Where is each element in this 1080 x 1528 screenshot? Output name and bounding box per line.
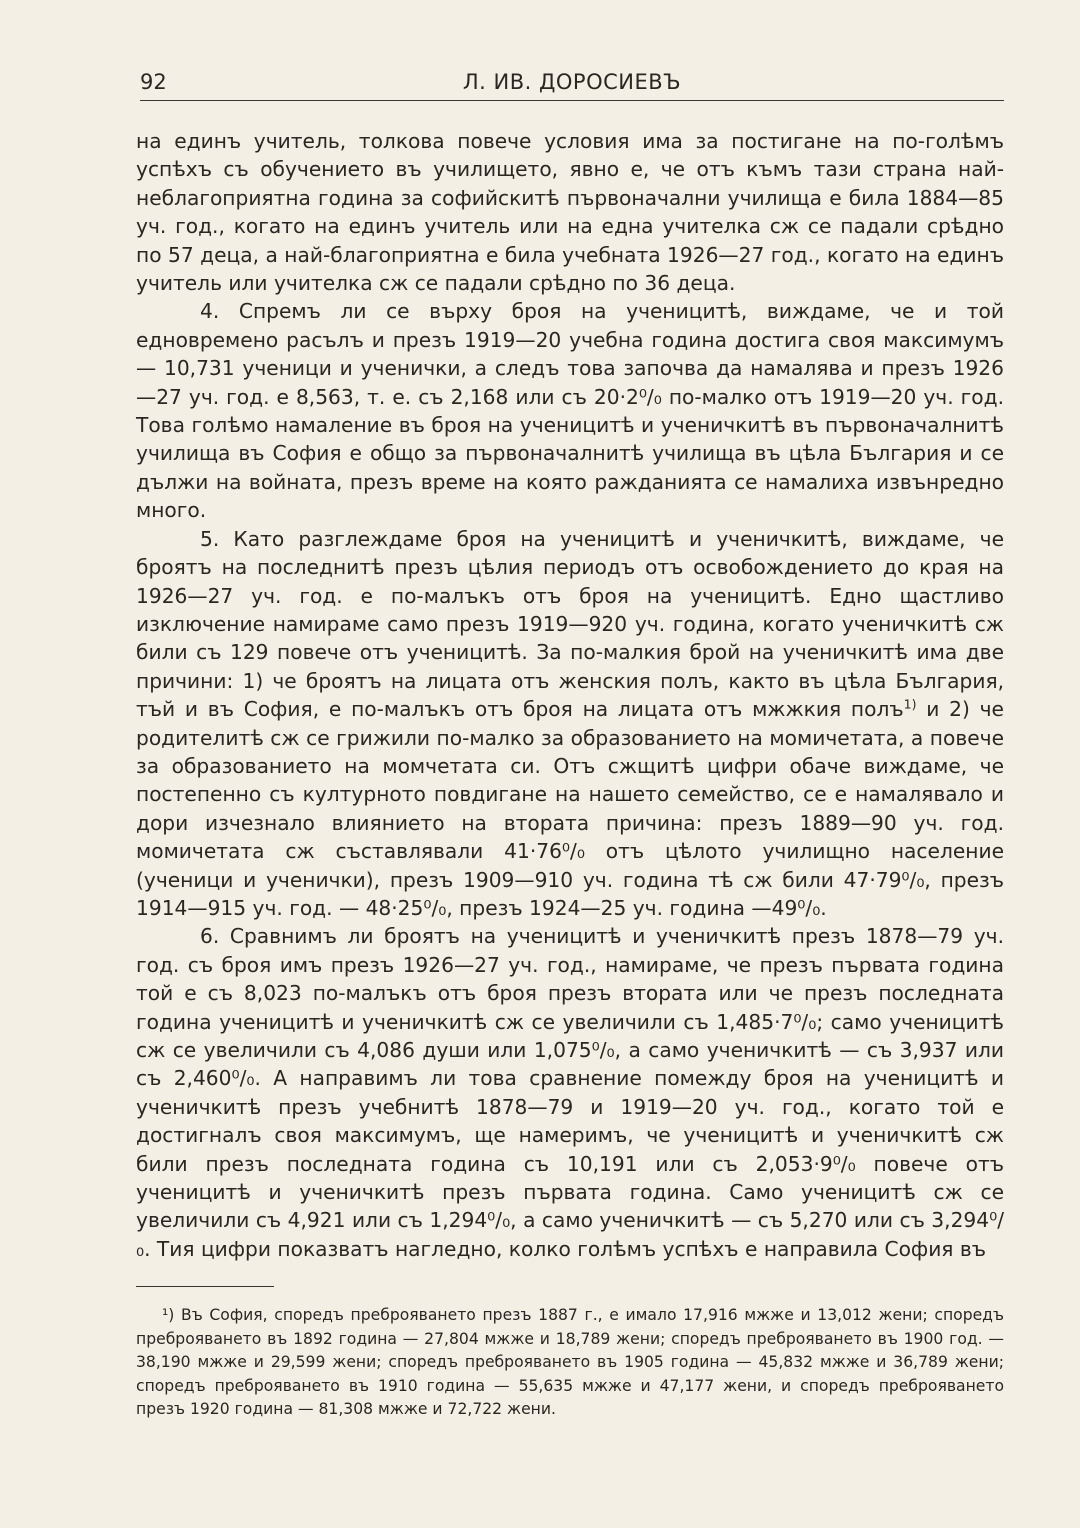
paragraph-5 xyxy=(136,525,1004,923)
footnote-reference[interactable]: 1) xyxy=(903,696,917,712)
paragraph-4: 4. Спремъ ли се върху броя на ученицитѣ, виждаме, че и той едновремено расълъ и презъ 1919—20 учебна година достига своя максимумъ — 10,731 ученици и ученички, а следъ това започва да намалява и презъ 1926—27 уч. год. е 8,563, т. е. съ 2,168 или съ 20·2⁰/₀ по-малко отъ 1919—20 уч. год. Това голѣмо намаление въ броя на ученицитѣ и ученичкитѣ въ първоначалнитѣ училища въ София е общо за първоначалнитѣ училища въ цѣла България и се дължи на войната, презъ време на която ражданията се намалиха извънредно много. xyxy=(136,299,1004,523)
page-number: 92 xyxy=(140,70,167,94)
footnote xyxy=(136,1304,1004,1422)
body-text xyxy=(136,127,1004,1263)
running-head: Л. ИВ. ДОРОСИЕВЪ xyxy=(462,70,682,94)
paragraph-continued: на единъ учитель, толкова повече условия има за постигане на по-голѣмъ успѣхъ съ обучението въ училището, явно е, че отъ къмъ тази страна най-неблагоприятна година за софийскитѣ първоначални училища е била 1884—85 уч. год., когато на единъ учитель или на една учителка сж се падали срѣдно по 57 деца, а най-благоприятна е била учебната 1926—27 год., когато на единъ учитель или учителка сж се падали срѣдно по 36 деца. xyxy=(136,129,1004,296)
page-header xyxy=(140,70,1004,101)
paragraph-6: 6. Сравнимъ ли броятъ на ученицитѣ и ученичкитѣ презъ 1878—79 уч. год. съ броя имъ презъ 1926—27 уч. год., намираме, че презъ първата година той е съ 8,023 по-малъкъ отъ броя презъ втората или че презъ последната година ученицитѣ и ученичкитѣ сж се увеличили съ 1,485·7⁰/₀; само ученицитѣ сж се увеличили съ 4,086 души или 1,075⁰/₀, а само ученичкитѣ — съ 3,937 или съ 2,460⁰/₀. А направимъ ли това сравнение помежду броя на ученицитѣ и ученичкитѣ презъ учебнитѣ 1878—79 и 1919—20 уч. год., когато той е достигналъ своя максимумъ, ще намеримъ, че ученицитѣ и ученичкитѣ сж били презъ последната година съ 10,191 или съ 2,053·9⁰/₀ повече отъ ученицитѣ и ученичкитѣ презъ първата година. Само ученицитѣ сж се увеличили съ 4,921 или съ 1,294⁰/₀, а само ученичкитѣ — съ 5,270 или съ 3,294⁰/₀. Тия цифри показватъ нагледно, колко голѣмъ успѣхъ е направила София въ xyxy=(136,924,1004,1261)
paragraph-5-text-a: 5. Като разглеждаме броя на ученицитѣ и ученичкитѣ, виждаме, че броятъ на последнитѣ презъ цѣлия периодъ отъ освобождението до края на 1926—27 уч. год. е по-малъкъ отъ броя на ученицитѣ. Едно щастливо изключение намираме само презъ 1919—920 уч. година, когато ученичкитѣ сж били съ 129 повече отъ ученицитѣ. За по-малкия брой на ученичкитѣ има две причини: 1) че броятъ на лицата отъ женския полъ, както въ цѣла България, тъй и въ София, е по-малъкъ отъ броя на лицата отъ мжжкия полъ xyxy=(136,526,1004,722)
paragraph-5-text-b: и 2) че родителитѣ сж се грижили по-малко за образованието на момичетата, а повече за образованието на момчетата си. Отъ сжщитѣ цифри обаче виждаме, че постепенно съ културното повдигане на нашето семейство, се е намалявало и дори изчезнало влиянието на втората причина: презъ 1889—90 уч. год. момичетата сж съставлявали 41·76⁰/₀ отъ цѣлото училищно население (ученици и ученички), презъ 1909—910 уч. година тѣ сж били 47·79⁰/₀, презъ 1914—915 уч. год. — 48·25⁰/₀, презъ 1924—25 уч. година —49⁰/₀. xyxy=(136,697,1004,920)
footnote-marker: ¹) xyxy=(162,1306,175,1324)
footnote-text: Въ София, споредъ преброяването презъ 1887 г., е имало 17,916 мжже и 13,012 жени; споредъ преброяването въ 1892 година — 27,804 мжже и 18,789 жени; споредъ преброяването въ 1900 год. — 38,190 мжже и 29,599 жени; споредъ преброяването въ 1905 година — 45,832 мжже и 36,789 жени; споредъ преброяването въ 1910 година — 55,635 мжже и 47,177 жени, и споредъ преброяването презъ 1920 година — 81,308 мжже и 72,722 жени. xyxy=(136,1306,1004,1419)
footnote-divider xyxy=(136,1286,274,1287)
